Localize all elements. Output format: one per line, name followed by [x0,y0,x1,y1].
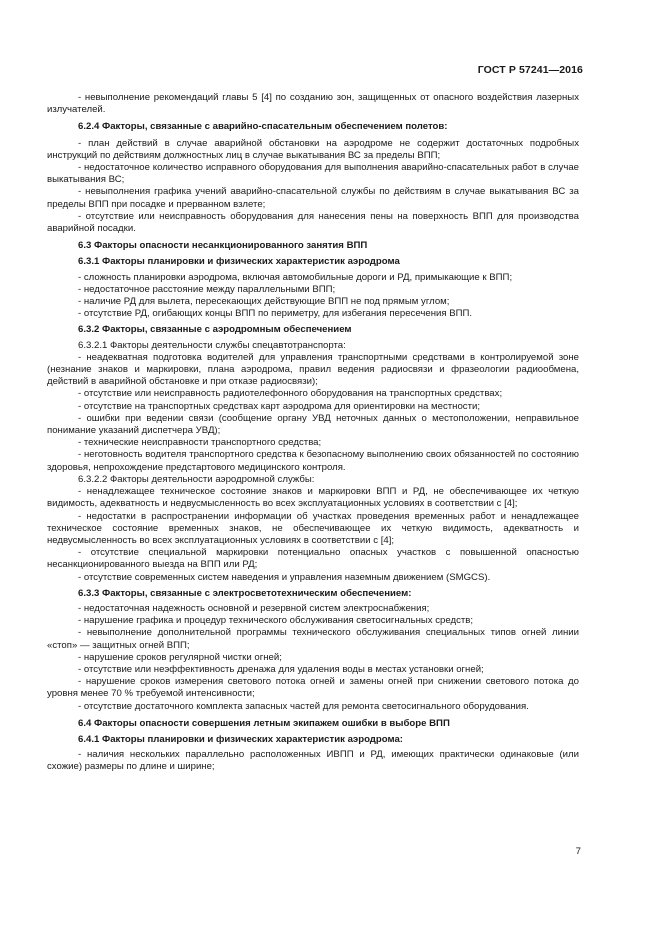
list-item: - невыполнение дополнительной программы технического обслуживания специальных типов огней линии «стоп» — защитных огней ВПП; [47,627,579,651]
list-item: - недостаточная надежность основной и резервной систем электроснабжения; [78,602,430,614]
list-item: - нарушение сроков измерения светового потока огней и замены огней при снижении светового потока до уровня менее 70 % требуемой интенсивности; [47,676,579,700]
section-heading: 6.3 Факторы опасности несанкционированного занятия ВПП [78,240,368,252]
list-item: - нарушение сроков регулярной чистки огней; [78,651,282,663]
section-heading: 6.2.4 Факторы, связанные с аварийно-спасательным обеспечением полетов: [78,121,448,133]
list-item: - сложность планировки аэродрома, включая автомобильные дороги и РД, примыкающие к ВПП; [78,271,513,283]
clause-heading: 6.3.2.2 Факторы деятельности аэродромной службы: [78,473,315,485]
list-item: - нарушение графика и процедур технического обслуживания светосигнальных средств; [78,615,474,627]
list-item: - недостатки в распространении информации об участках проведения временных работ и ненадлежащее техническое состояние временных знаков, не обеспечивающее их четкую видимость, адекватность и недвусмысленность во всех эксплуатационных условиях в соответствии с [4]; [47,510,579,546]
list-item: - недостаточное количество исправного оборудования для выполнения аварийно-спасательных работ в случае выкатывания ВС; [47,162,579,186]
subsection-heading: 6.3.1 Факторы планировки и физических характеристик аэродрома [78,256,400,268]
list-item: - невыполнение рекомендаций главы 5 [4] по созданию зон, защищенных от опасного воздействия лазерных излучателей. [47,92,579,116]
subsection-heading: 6.3.3 Факторы, связанные с электросветотехническим обеспечением: [78,587,412,599]
list-item: - недостаточное расстояние между параллельными ВПП; [78,283,336,295]
list-item: - наличие РД для вылета, пересекающих действующие ВПП не под прямым углом; [78,296,450,308]
list-item: - наличия нескольких параллельно расположенных ИВПП и РД, имеющих практически одинаковые (или схожие) размеры по длине и ширине; [47,749,579,773]
list-item: - неготовность водителя транспортного средства к безопасному выполнению своих обязанностей по состоянию здоровья, непрохождение предстартового медицинского контроля. [47,449,579,473]
list-item: - отсутствие или неэффективность дренажа для удаления воды в местах установки огней; [78,663,484,675]
list-item: - ошибки при ведении связи (сообщение органу УВД неточных данных о местоположении, неправильное понимание указаний диспетчера УВД); [47,412,579,437]
list-item: - отсутствие достаточного комплекта запасных частей для ремонта светосигнального оборудования. [78,700,529,712]
document-code-header: ГОСТ Р 57241—2016 [477,64,583,76]
page-number: 7 [575,846,581,857]
list-item: - отсутствие или неисправность оборудования для нанесения пены на поверхность ВПП для производства аварийной посадки. [47,210,579,235]
list-item: - невыполнения графика учений аварийно-спасательной службы по действиям в случае выкатывания ВС за пределы ВПП при посадке и прерванном взлете; [47,186,579,210]
document-body [47,92,579,774]
subsection-heading: 6.4.1 Факторы планировки и физических характеристик аэродрома: [78,733,403,745]
list-item: - отсутствие или неисправность радиотелефонного оборудования на транспортных средствах; [78,388,503,400]
list-item: - неадекватная подготовка водителей для управления транспортными средствами в контролируемой зоне (незнание знаков и маркировки, плана аэродрома, правил ведения радиосвязи и фразеологии радиообмена, действий в аварийной обстановке и при отказе радиосвязи); [47,351,579,388]
list-item: - отсутствие специальной маркировки потенциально опасных участков с повышенной опасностью несанкционированного выезда на ВПП или РД; [47,547,579,571]
list-item: - отсутствие РД, огибающих концы ВПП по периметру, для избегания пересечения ВПП. [78,308,473,320]
list-item: - отсутствие на транспортных средствах карт аэродрома для ориентировки на местности; [78,400,481,412]
list-item: - отсутствие современных систем наведения и управления наземным движением (SMGCS). [78,571,491,583]
list-item: - ненадлежащее техническое состояние знаков и маркировки ВПП и РД, не обеспечивающее их четкую видимость, адекватность и недвусмысленность во всех эксплуатационных условиях в соответствии с [4]; [47,486,579,510]
list-item: - план действий в случае аварийной обстановки на аэродроме не содержит достаточных подробных инструкций по действиям должностных лиц в случае выкатывания ВС за пределы ВПП; [47,137,579,161]
section-heading: 6.4 Факторы опасности совершения летным экипажем ошибки в выборе ВПП [78,717,450,729]
subsection-heading: 6.3.2 Факторы, связанные с аэродромным обеспечением [78,324,352,336]
list-item: - технические неисправности транспортного средства; [78,437,322,449]
clause-heading: 6.3.2.1 Факторы деятельности службы спецавтотранспорта: [78,339,346,351]
